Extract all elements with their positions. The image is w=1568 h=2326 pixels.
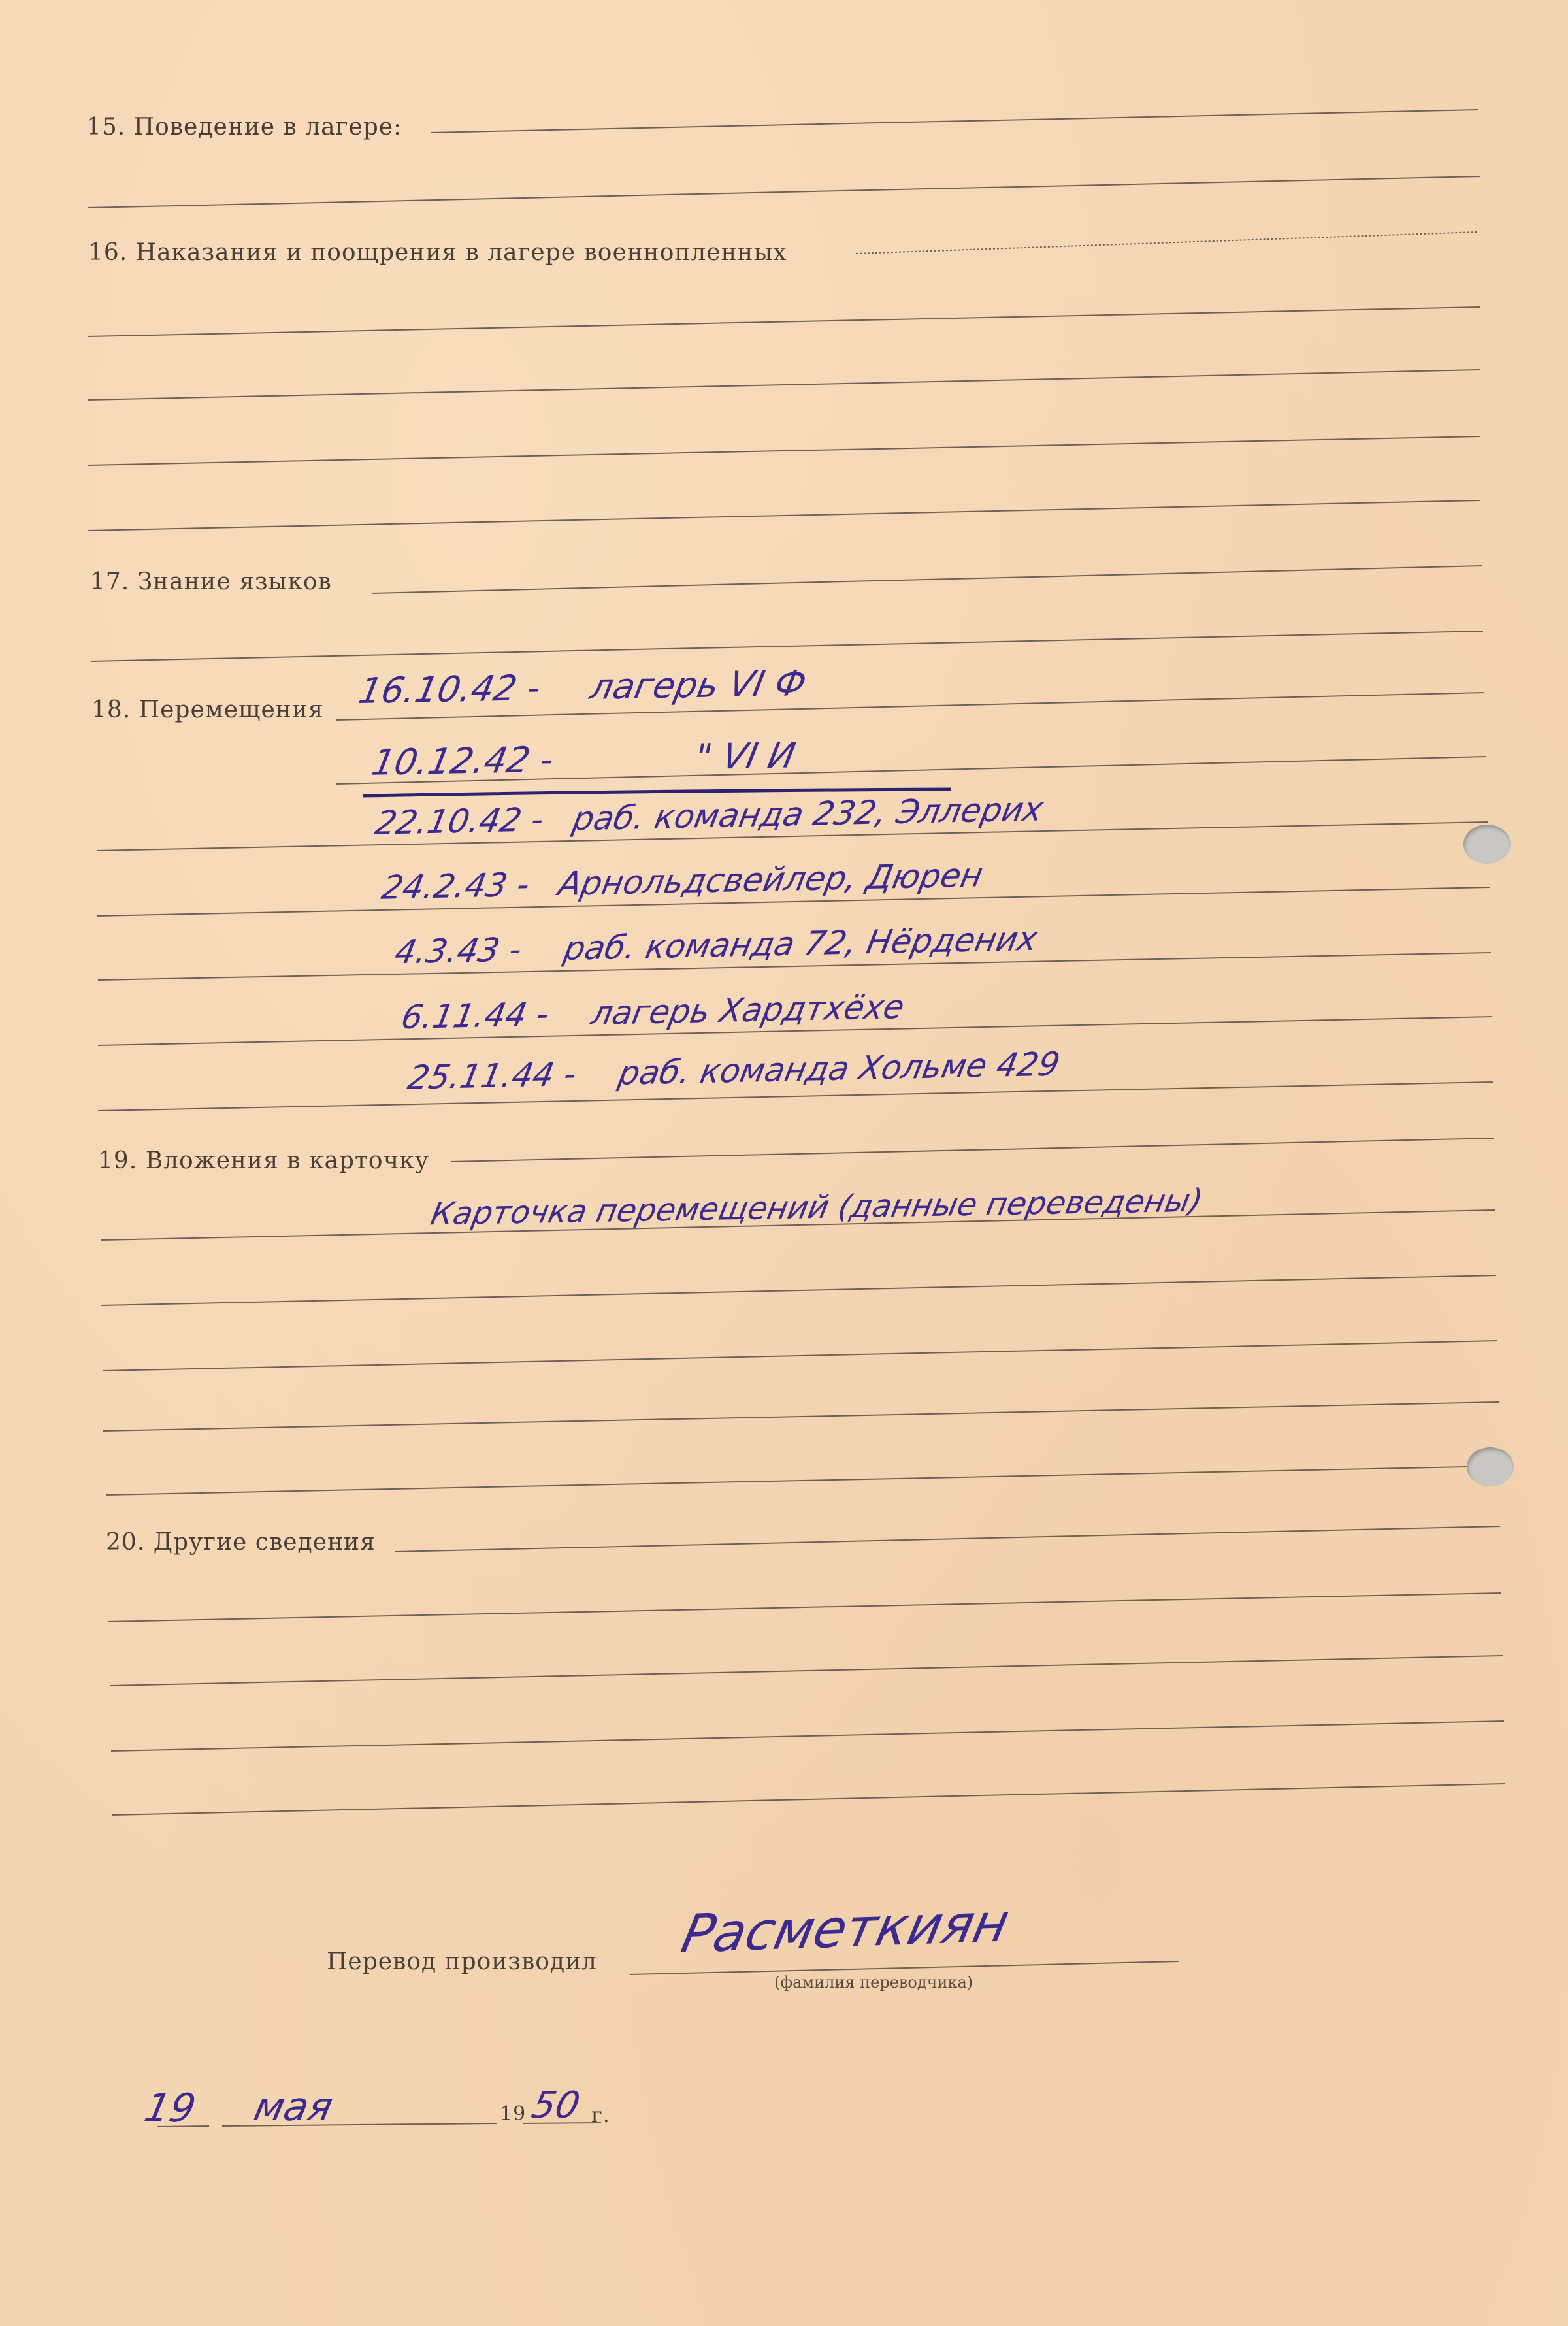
- transfer-text: лагерь Хардтхёхе: [588, 987, 907, 1033]
- transfer-text: раб. команда Хольме 429: [615, 1045, 1063, 1092]
- transfer-text: лагерь VI Ф: [587, 662, 810, 708]
- transfer-date: 24.2.43 -: [378, 865, 533, 907]
- transfer-text: раб. команда 72, Нёрдених: [561, 919, 1041, 968]
- transfer-date: 16.10.42 -: [355, 667, 545, 712]
- transfer-row-1: [355, 663, 809, 712]
- field-19-label: 19. Вложения в карточку: [98, 1147, 430, 1174]
- date-year-prefix: 19: [500, 2103, 527, 2125]
- attachments-entry: Карточка перемещений (данные переведены): [427, 1182, 1206, 1233]
- transfer-date: 6.11.44 -: [398, 995, 553, 1037]
- date-year-mark: г.: [591, 2103, 610, 2127]
- transfer-date: 22.10.42 -: [372, 800, 547, 842]
- field-20-label: 20. Другие сведения: [106, 1529, 376, 1556]
- field-18-label: 18. Перемещения: [91, 696, 324, 723]
- punch-hole-upper: [1463, 825, 1511, 864]
- transfer-row-2: [368, 734, 799, 783]
- signature-caption: (фамилия переводчика): [774, 1973, 973, 1991]
- translator-signature: Расметкиян: [676, 1892, 1015, 1965]
- punch-hole-lower: [1467, 1447, 1514, 1486]
- field-15-label: 15. Поведение в лагере:: [86, 114, 402, 140]
- transfer-date: 25.11.44 -: [404, 1055, 580, 1097]
- date-day: 19: [140, 2086, 200, 2131]
- date-year-suffix: 50: [528, 2084, 584, 2127]
- transfer-date: 4.3.43 -: [391, 930, 525, 972]
- date-month: мая: [250, 2084, 337, 2130]
- transfer-date: 10.12.42 -: [368, 738, 558, 783]
- signature-label: Перевод производил: [327, 1948, 597, 1975]
- field-16-label: 16. Наказания и поощрения в лагере военнопленных: [88, 239, 787, 266]
- transfer-text: " VI И: [691, 734, 799, 778]
- transfer-text: раб. команда 232, Эллерих: [569, 790, 1047, 838]
- transfer-text: Арнольдсвейлер, Дюрен: [555, 856, 987, 904]
- field-17-label: 17. Знание языков: [90, 568, 332, 595]
